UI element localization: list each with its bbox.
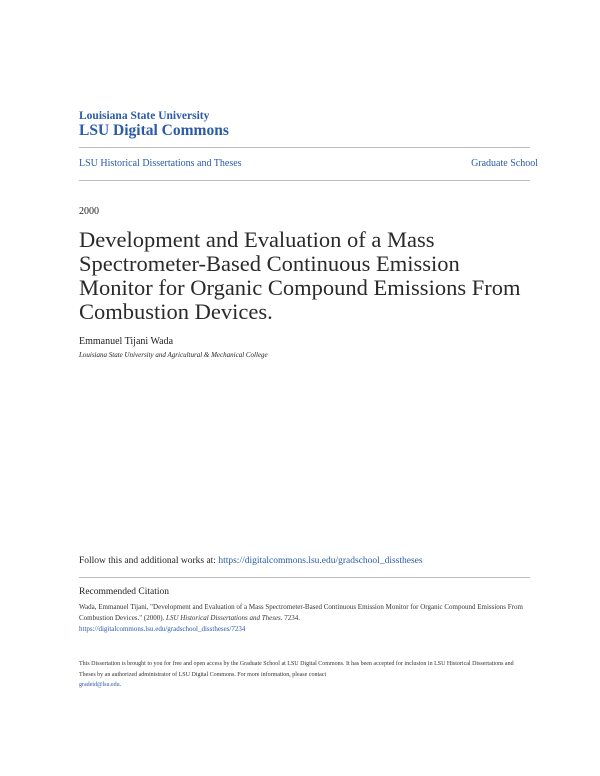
- follow-url-link[interactable]: https://digitalcommons.lsu.edu/gradschool_disstheses: [218, 556, 423, 566]
- access-notice: [79, 659, 531, 691]
- citation-block: [79, 602, 529, 635]
- citation-number: . 7234.: [280, 614, 301, 622]
- notice-end: .: [119, 682, 122, 688]
- citation-heading: Recommended Citation: [79, 587, 169, 597]
- header-divider-bottom: [79, 180, 530, 181]
- citation-url-link[interactable]: https://digitalcommons.lsu.edu/gradschool_disstheses/7234: [79, 625, 246, 633]
- graduate-school-link[interactable]: Graduate School: [471, 158, 538, 169]
- author-affiliation: Louisiana State University and Agricultural & Mechanical College: [79, 351, 268, 359]
- notice-text: This Dissertation is brought to you for free and open access by the Graduate School at LSU Digital Commons. It has been accepted for inclusion in LSU Historical Dissertations and Theses by an authorized administrator of LSU Digital Commons. For more information, please contact: [79, 661, 514, 678]
- follow-prefix: Follow this and additional works at:: [79, 556, 219, 566]
- header-divider-top: [79, 147, 530, 148]
- publication-year: 2000: [79, 206, 99, 217]
- repository-name[interactable]: LSU Digital Commons: [79, 122, 229, 139]
- follow-line: [79, 556, 423, 566]
- university-name: Louisiana State University: [79, 110, 210, 122]
- collection-link[interactable]: LSU Historical Dissertations and Theses: [79, 158, 242, 169]
- author-name: Emmanuel Tijani Wada: [79, 336, 174, 347]
- document-title: Development and Evaluation of a Mass Spectrometer-Based Continuous Emission Monitor for Organic Compound Emissions From Combustion Devices.: [79, 227, 521, 324]
- citation-series: LSU Historical Dissertations and Theses: [166, 614, 281, 622]
- citation-divider: [79, 577, 530, 578]
- citation-text: Wada, Emmanuel Tijani, "Development and Evaluation of a Mass Spectrometer-Based Continuous Emission Monitor for Organic Compound Emissions From Combustion Devices." (2000).: [79, 603, 523, 622]
- contact-email-link[interactable]: gradetd@lsu.edu: [79, 682, 120, 688]
